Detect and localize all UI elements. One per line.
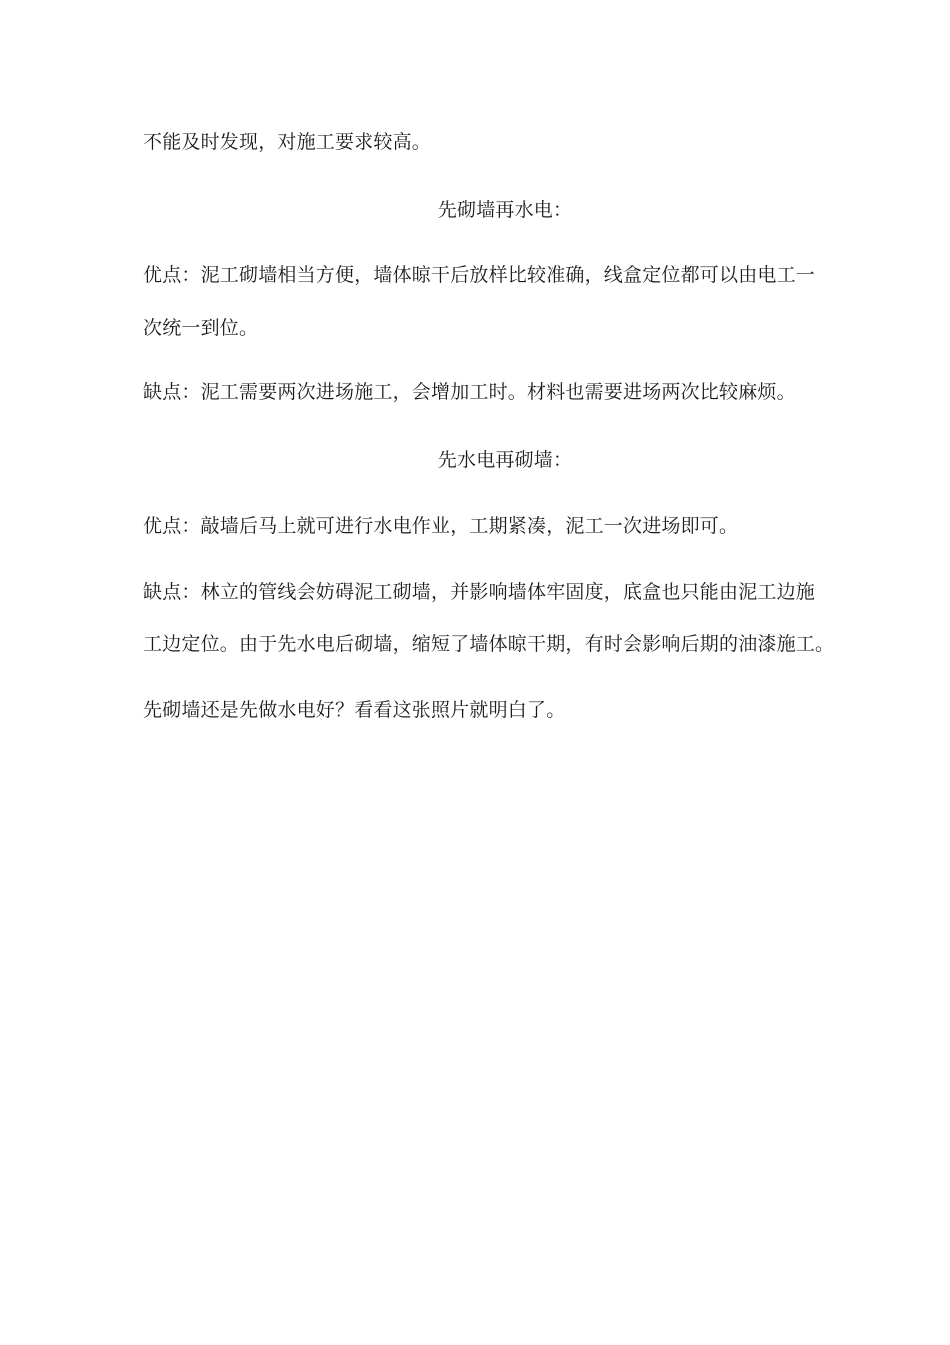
paragraph-line-pros-3: 优点：敲墙后马上就可进行水电作业，工期紧凑，泥工一次进场即可。 [143,515,739,537]
paragraph-line-pros-1: 优点：泥工砌墙相当方便，墙体晾干后放样比较准确，线盒定位都可以由电工一 [143,264,816,286]
paragraph-line-pros-2: 次统一到位。 [143,317,259,339]
paragraph-line-1: 不能及时发现，对施工要求较高。 [143,131,432,153]
paragraph-line-question: 先砌墙还是先做水电好？看看这张照片就明白了。 [143,699,566,721]
paragraph-line-cons-1: 缺点：泥工需要两次进场施工，会增加工时。材料也需要进场两次比较麻烦。 [143,381,796,403]
section-heading-wall-first: 先砌墙再水电： [437,199,573,221]
paragraph-line-cons-2: 缺点：林立的管线会妨碍泥工砌墙，并影响墙体牢固度，底盒也只能由泥工边施 [143,581,816,603]
paragraph-line-cons-3: 工边定位。由于先水电后砌墙，缩短了墙体晾干期，有时会影响后期的油漆施工。 [143,633,835,655]
section-heading-plumbing-first: 先水电再砌墙： [437,449,573,471]
